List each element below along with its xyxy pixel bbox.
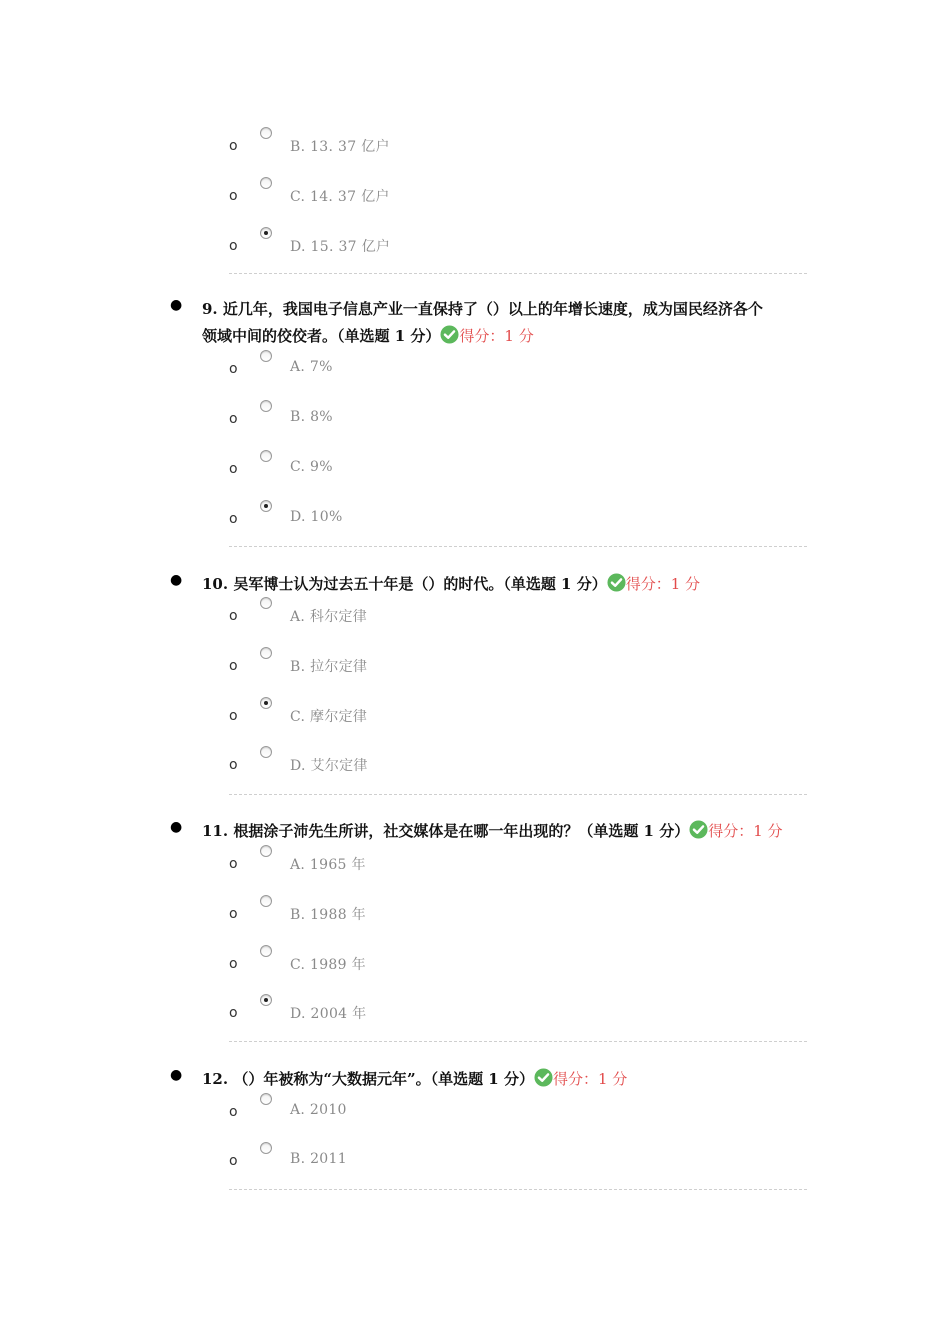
list-bullet: o: [229, 461, 238, 477]
question-divider: [229, 1041, 807, 1042]
option-label: B. 2011: [290, 1151, 347, 1167]
score-text: 得分：1 分: [625, 575, 701, 593]
score-text: 得分：1 分: [552, 1070, 628, 1088]
option-label: A. 2010: [290, 1102, 347, 1118]
option-label: D. 艾尔定律: [290, 758, 368, 774]
radio-button[interactable]: [260, 845, 272, 857]
check-circle-icon: [440, 325, 459, 344]
list-bullet: o: [229, 956, 238, 972]
radio-button[interactable]: [260, 400, 272, 412]
option-q11-a[interactable]: [229, 854, 789, 876]
question-text: 11. 根据涂子沛先生所讲，社交媒体是在哪一年出现的？（单选题 1 分）: [202, 822, 690, 840]
list-bullet: ●: [170, 297, 183, 313]
option-q9-a[interactable]: [229, 359, 789, 381]
question-divider: [229, 1189, 807, 1190]
score-text: 得分：1 分: [459, 327, 534, 345]
option-q11-b[interactable]: [229, 904, 789, 926]
list-bullet: o: [229, 658, 238, 674]
option-label: B. 1988 年: [290, 907, 366, 923]
radio-button[interactable]: [260, 1142, 272, 1154]
option-label: A. 科尔定律: [290, 609, 368, 625]
list-bullet: o: [229, 1005, 238, 1021]
option-q12-b[interactable]: [229, 1151, 789, 1173]
option-q11-d[interactable]: [229, 1003, 789, 1025]
list-bullet: ●: [170, 1067, 183, 1083]
list-bullet: o: [229, 1153, 238, 1169]
radio-button[interactable]: [260, 746, 272, 758]
option-q8-c[interactable]: [229, 186, 789, 208]
option-q9-b[interactable]: [229, 409, 789, 431]
option-label: B. 拉尔定律: [290, 659, 368, 675]
radio-button-selected[interactable]: [260, 697, 272, 709]
option-label: D. 10%: [290, 509, 343, 525]
radio-button[interactable]: [260, 597, 272, 609]
radio-button[interactable]: [260, 945, 272, 957]
radio-button-selected[interactable]: [260, 994, 272, 1006]
question-divider: [229, 273, 807, 274]
list-bullet: ●: [170, 572, 183, 588]
question-divider: [229, 546, 807, 547]
list-bullet: o: [229, 608, 238, 624]
score-text: 得分：1 分: [708, 822, 783, 840]
option-label: D. 15. 37 亿户: [290, 239, 391, 255]
radio-button[interactable]: [260, 177, 272, 189]
radio-button-selected[interactable]: [260, 500, 272, 512]
radio-button[interactable]: [260, 450, 272, 462]
radio-button[interactable]: [260, 1093, 272, 1105]
option-q11-c[interactable]: [229, 954, 789, 976]
option-label: C. 14. 37 亿户: [290, 189, 390, 205]
radio-button[interactable]: [260, 647, 272, 659]
question-divider: [229, 794, 807, 795]
option-label: C. 摩尔定律: [290, 709, 368, 725]
option-q10-d[interactable]: [229, 755, 789, 777]
question-text-line1: 9. 近几年，我国电子信息产业一直保持了（）以上的年增长速度，成为国民经济各个: [202, 300, 763, 318]
list-bullet: o: [229, 138, 238, 154]
list-bullet: o: [229, 188, 238, 204]
question-text: 10. 吴军博士认为过去五十年是（）的时代。（单选题 1 分）: [202, 575, 607, 593]
check-circle-icon: [534, 1068, 553, 1087]
option-label: C. 1989 年: [290, 957, 366, 973]
list-bullet: o: [229, 411, 238, 427]
check-circle-icon: [689, 820, 708, 839]
option-label: C. 9%: [290, 459, 333, 475]
radio-button[interactable]: [260, 127, 272, 139]
option-label: D. 2004 年: [290, 1006, 367, 1022]
list-bullet: o: [229, 856, 238, 872]
radio-button[interactable]: [260, 895, 272, 907]
list-bullet: o: [229, 511, 238, 527]
radio-button[interactable]: [260, 350, 272, 362]
option-label: A. 1965 年: [290, 857, 366, 873]
question-text: 12. （）年被称为“大数据元年”。（单选题 1 分）: [202, 1070, 534, 1088]
option-q10-a[interactable]: [229, 606, 789, 628]
option-q9-d[interactable]: [229, 509, 789, 531]
option-label: B. 13. 37 亿户: [290, 139, 390, 155]
option-q9-c[interactable]: [229, 459, 789, 481]
list-bullet: o: [229, 361, 238, 377]
option-q10-c[interactable]: [229, 706, 789, 728]
option-label: B. 8%: [290, 409, 333, 425]
list-bullet: o: [229, 906, 238, 922]
question-text-line2: 领域中间的佼佼者。（单选题 1 分）: [202, 327, 441, 345]
option-q10-b[interactable]: [229, 656, 789, 678]
option-label: A. 7%: [290, 359, 333, 375]
option-q8-d[interactable]: [229, 236, 789, 258]
list-bullet: o: [229, 708, 238, 724]
list-bullet: o: [229, 1104, 238, 1120]
list-bullet: o: [229, 757, 238, 773]
check-circle-icon: [607, 573, 626, 592]
option-q8-b[interactable]: [229, 136, 789, 158]
radio-button-selected[interactable]: [260, 227, 272, 239]
list-bullet: o: [229, 238, 238, 254]
option-q12-a[interactable]: [229, 1102, 789, 1124]
list-bullet: ●: [170, 819, 183, 835]
